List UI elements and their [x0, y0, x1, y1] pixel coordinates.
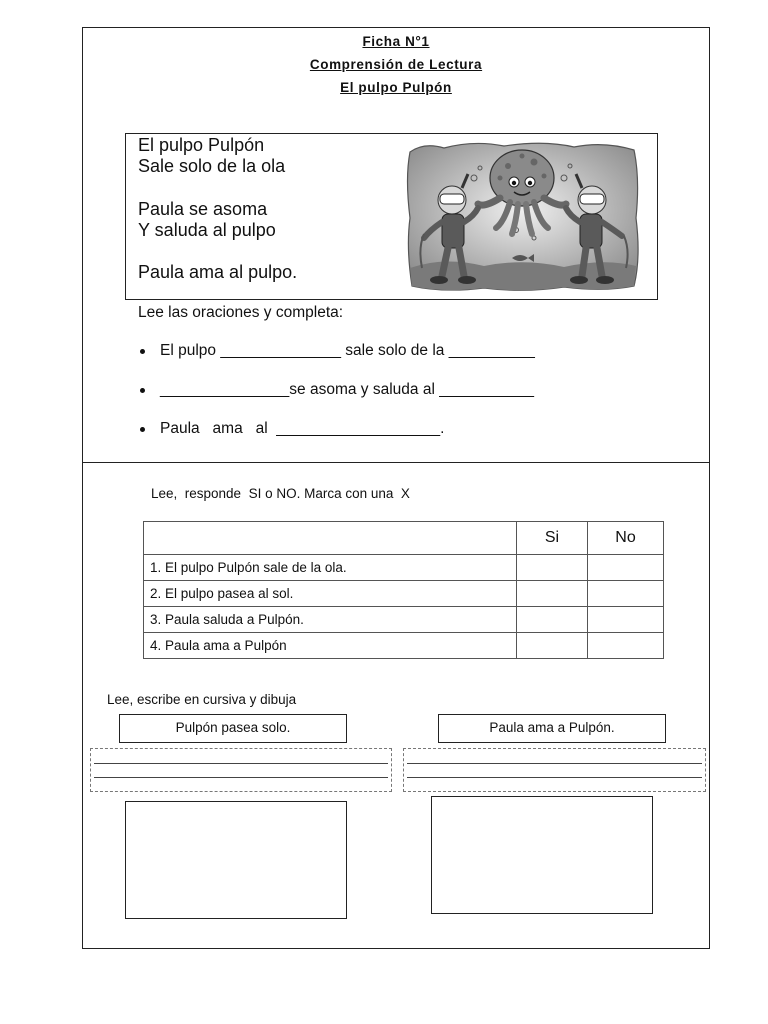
answer-no-cell[interactable]	[588, 555, 664, 581]
answer-no-cell[interactable]	[588, 633, 664, 659]
poem-line-4: Y saluda al pulpo	[138, 220, 276, 240]
question-4: 4. Paula ama a Pulpón	[144, 633, 517, 659]
question-2: 2. El pulpo pasea al sol.	[144, 581, 517, 607]
answer-si-cell[interactable]	[517, 607, 588, 633]
poem-line-1: El pulpo Pulpón	[138, 135, 265, 155]
bullet-icon	[140, 388, 145, 393]
worksheet-subject: Comprensión de Lectura	[309, 57, 483, 72]
table-row	[144, 581, 664, 607]
poem-line-2: Sale solo de la ola	[138, 156, 286, 176]
left-sentence-label: Pulpón pasea solo.	[119, 714, 347, 743]
writing-line	[94, 763, 388, 764]
answer-no-cell[interactable]	[588, 607, 664, 633]
sentence-1: El pulpo ______________ sale solo de la __________	[160, 342, 535, 359]
right-sentence-label: Paula ama a Pulpón.	[438, 714, 666, 743]
octopus-and-divers-illustration	[404, 138, 642, 293]
section2-instruction: Lee, responde SI o NO. Marca con una X	[151, 486, 410, 501]
table-header-blank	[144, 522, 517, 555]
table-header-row	[144, 522, 664, 555]
sentence-3: Paula ama al ___________________.	[160, 420, 445, 437]
worksheet-title: El pulpo Pulpón	[340, 80, 452, 95]
answer-si-cell[interactable]	[517, 555, 588, 581]
section3-instruction: Lee, escribe en cursiva y dibuja	[107, 692, 297, 707]
column-si: Si	[517, 522, 588, 555]
table-row	[144, 607, 664, 633]
worksheet-number: Ficha N°1	[362, 34, 430, 49]
poem-line-5: Paula ama al pulpo.	[138, 262, 298, 282]
section-divider	[82, 462, 710, 463]
answer-si-cell[interactable]	[517, 581, 588, 607]
writing-line	[407, 763, 702, 764]
bullet-icon	[140, 427, 145, 432]
answer-si-cell[interactable]	[517, 633, 588, 659]
writing-line	[94, 777, 388, 778]
right-writing-lines[interactable]	[403, 748, 706, 792]
question-1: 1. El pulpo Pulpón sale de la ola.	[144, 555, 517, 581]
column-no: No	[588, 522, 664, 555]
left-writing-lines[interactable]	[90, 748, 392, 792]
bullet-icon	[140, 349, 145, 354]
poem-line-3: Paula se asoma	[138, 199, 268, 219]
sentence-2: _______________se asoma y saluda al ___________	[160, 381, 535, 398]
section1-instruction: Lee las oraciones y completa:	[138, 304, 344, 321]
yes-no-table	[143, 521, 664, 659]
left-drawing-box[interactable]	[125, 801, 347, 919]
question-3: 3. Paula saluda a Pulpón.	[144, 607, 517, 633]
table-row	[144, 633, 664, 659]
writing-line	[407, 777, 702, 778]
table-row	[144, 555, 664, 581]
right-drawing-box[interactable]	[431, 796, 653, 914]
answer-no-cell[interactable]	[588, 581, 664, 607]
